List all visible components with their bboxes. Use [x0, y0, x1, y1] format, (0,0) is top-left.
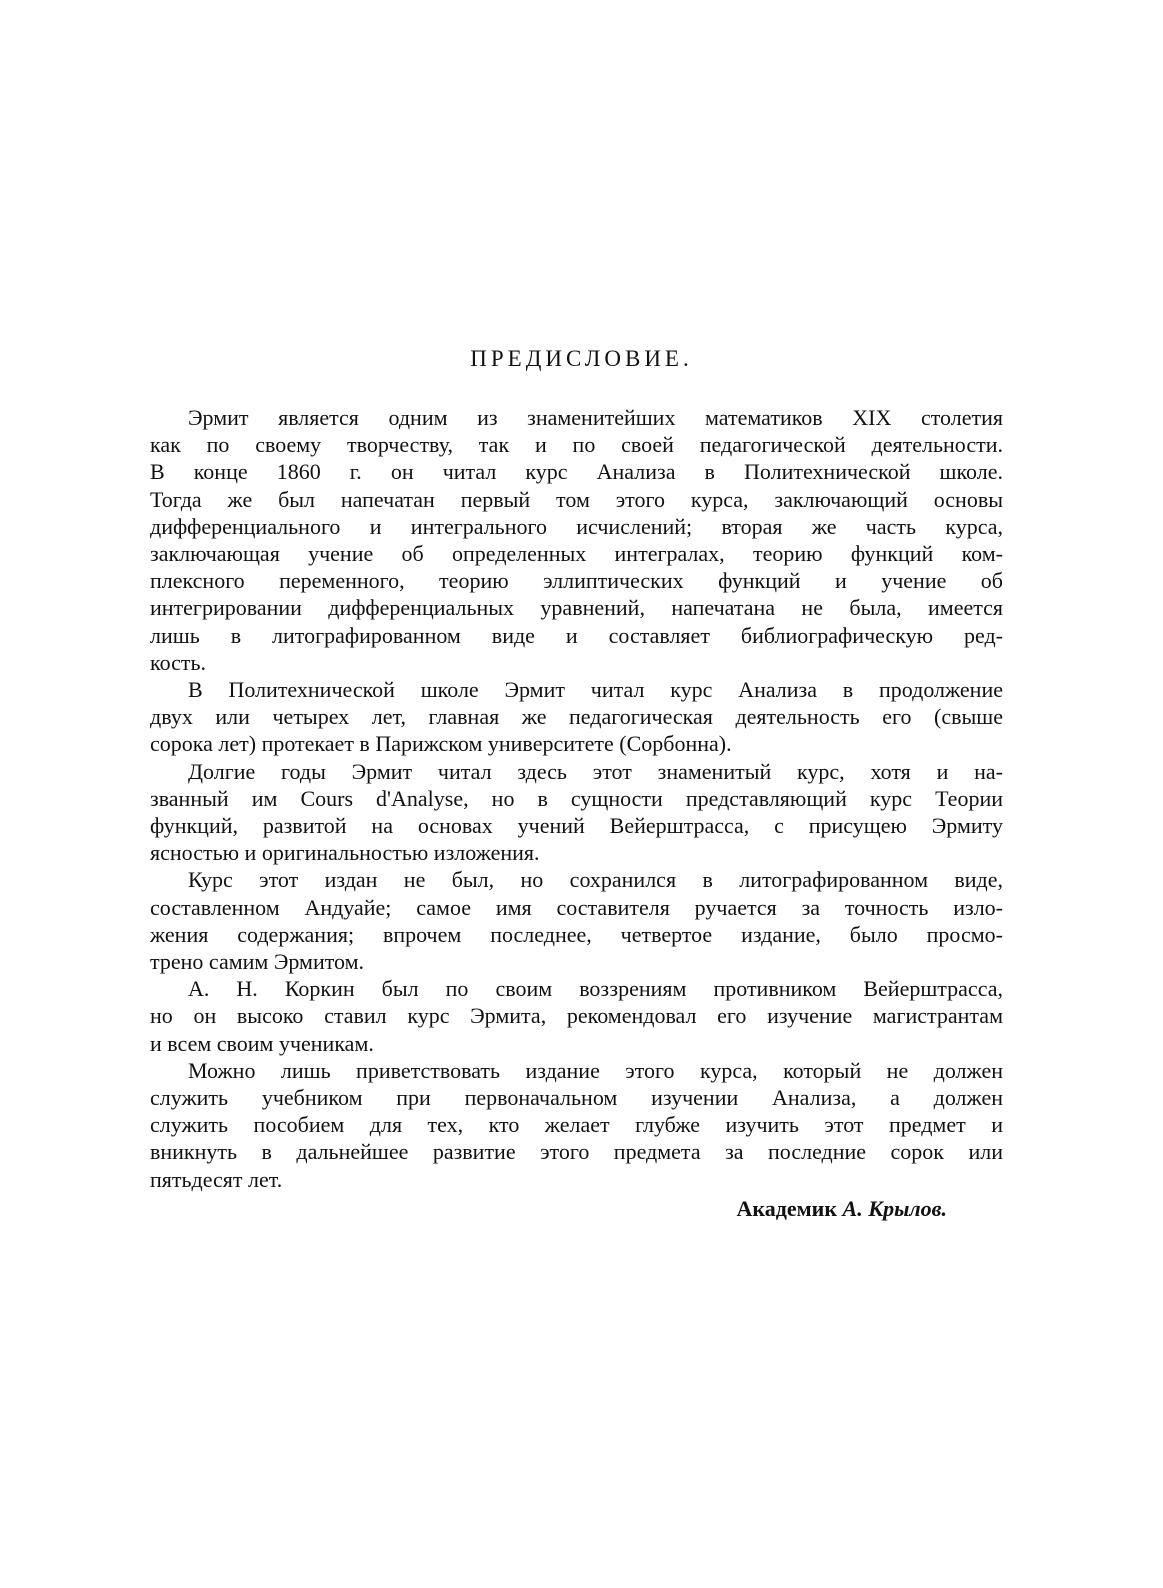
text-line: двух или четырех лет, главная же педагогическая деятельность его (свыше — [150, 704, 1003, 730]
text-line: жения содержания; впрочем последнее, четвертое издание, было просмо- — [150, 921, 1003, 947]
text-line: Эрмит является одним из знаменитейших математиков XIX столетия — [188, 405, 1003, 430]
paragraph — [150, 676, 1003, 758]
signature-name: А. Крылов. — [842, 1196, 947, 1221]
text-line: лишь в литографированном виде и составляет библиографическую ред- — [150, 622, 1003, 648]
paragraph — [150, 975, 1003, 1057]
page-title: ПРЕДИСЛОВИЕ. — [470, 346, 693, 371]
text-line: В Политехнической школе Эрмит читал курс Анализа в продолжение — [188, 677, 1003, 703]
text-line: составленном Андуайе; самое имя составителя ручается за точность изло- — [150, 894, 1003, 920]
text-line: как по своему творчеству, так и по своей педагогической деятельности. — [150, 432, 1003, 458]
paragraph — [150, 866, 1003, 975]
text-line: А. Н. Коркин был по своим воззрениям противником Вейерштрасса, — [188, 976, 1003, 1002]
text-line: В конце 1860 г. он читал курс Анализа в Политехнической школе. — [150, 459, 1003, 485]
text-line: Тогда же был напечатан первый том этого курса, заключающий основы — [150, 486, 1003, 512]
signature-role: Академик — [736, 1196, 838, 1221]
text-line: вникнуть в дальнейшее развитие этого предмета за последние сорок или — [150, 1139, 1003, 1165]
text-line: Курс этот издан не был, но сохранился в литографированном виде, — [188, 867, 1003, 893]
paragraph — [150, 404, 1003, 676]
text-line: и всем своим ученикам. — [150, 1030, 374, 1056]
document-body — [150, 404, 1003, 1193]
signature — [737, 1196, 947, 1222]
text-line: пятьдесят лет. — [150, 1166, 283, 1192]
text-line: дифференциального и интегрального исчислений; вторая же часть курса, — [150, 513, 1003, 539]
text-line: кость. — [150, 649, 207, 675]
text-line: сорока лет) протекает в Парижском университете (Сорбонна). — [150, 731, 732, 757]
text-line: плексного переменного, теорию эллиптических функций и учение об — [150, 568, 1003, 594]
text-line: трено самим Эрмитом. — [150, 949, 365, 975]
text-line: заключающая учение об определенных интегралах, теорию функций ком- — [150, 541, 1003, 567]
paragraph — [150, 1057, 1003, 1193]
text-line: но он высоко ставил курс Эрмита, рекомендовал его изучение магистрантам — [150, 1003, 1003, 1029]
text-line: функций, развитой на основах учений Вейерштрасса, с присущею Эрмиту — [150, 813, 1003, 839]
text-line: званный им Cours d'Analyse, но в сущности представляющий курс Теории — [150, 785, 1003, 811]
text-line: Долгие годы Эрмит читал здесь этот знаменитый курс, хотя и на- — [188, 758, 1003, 784]
text-line: ясностью и оригинальностью изложения. — [150, 840, 540, 866]
text-line: служить пособием для тех, кто желает глубже изучить этот предмет и — [150, 1112, 1003, 1138]
paragraph — [150, 758, 1003, 867]
text-line: интегрировании дифференциальных уравнений, напечатана не была, имеется — [150, 595, 1003, 621]
text-line: Можно лишь приветствовать издание этого курса, который не должен — [188, 1057, 1003, 1083]
text-line: служить учебником при первоначальном изучении Анализа, а должен — [150, 1085, 1003, 1111]
